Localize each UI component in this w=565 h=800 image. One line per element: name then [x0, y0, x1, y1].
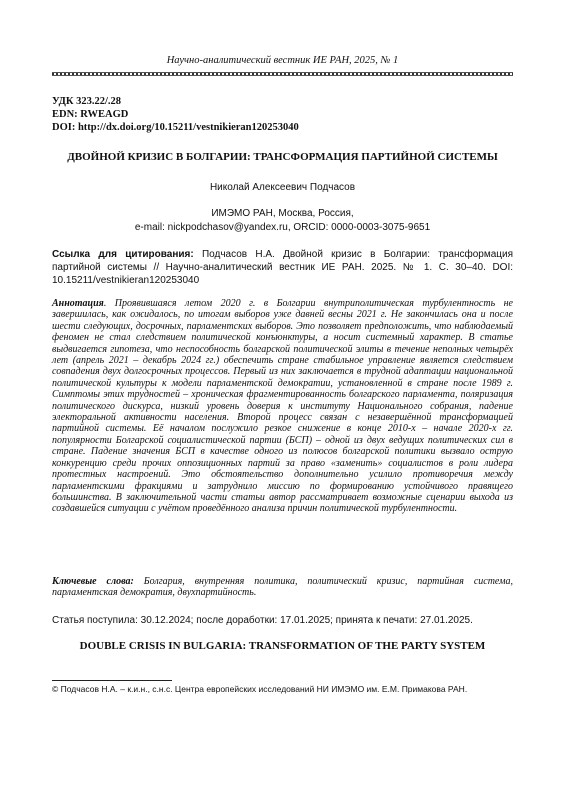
article-meta	[52, 95, 299, 134]
edn-line: EDN: RWEAGD	[52, 109, 129, 120]
article-title-ru: ДВОЙНОЙ КРИЗИС В БОЛГАРИИ: ТРАНСФОРМАЦИЯ ПАРТИЙНОЙ СИСТЕМЫ	[67, 151, 498, 163]
submission-dates: Статья поступила: 30.12.2024; после доработки: 17.01.2025; принята к печати: 27.01.2025.	[52, 615, 473, 626]
author-footnote: © Подчасов Н.А. – к.и.н., с.н.с. Центра европейских исследований НИ ИМЭМО им. Е.М. Примакова РАН.	[52, 684, 468, 694]
footnote-rule	[52, 680, 172, 681]
citation-block	[52, 248, 513, 287]
keywords-block	[52, 576, 513, 599]
abstract-label: Аннотация	[52, 298, 104, 309]
abstract-block	[52, 298, 513, 515]
author-affiliation: ИМЭМО РАН, Москва, Россия,	[211, 208, 354, 219]
citation-text: Подчасов Н.А. Двойной кризис в Болгарии: трансформация партийной системы // Научно-аналитический вестник ИЕ РАН. 2025. № 1. С. 30–40. DOI: 10.15211/vestnikieran120253040	[52, 249, 513, 286]
citation-label: Ссылка для цитирования:	[52, 249, 194, 260]
keywords-label: Ключевые слова:	[52, 576, 134, 587]
article-title-en: DOUBLE CRISIS IN BULGARIA: TRANSFORMATION OF THE PARTY SYSTEM	[79, 640, 486, 652]
header-rule	[52, 72, 513, 76]
journal-header: Научно-аналитический вестник ИЕ РАН, 2025, № 1	[166, 55, 399, 66]
udk-line: УДК 323.22/.28	[52, 96, 122, 107]
abstract-text: . Проявившаяся летом 2020 г. в Болгарии внутриполитическая турбулентность не завершилась, как ожидалось, по итогам выборов уже давней весны 2021 г. Не закончилась она и после шести следующих, досрочных, парламентских выборов. Это позволяет предположить, что наблюдаемый феномен не стал следствием политической конъюнктуры, а носит системный характер. В статье выдвигается гипотеза, что неспособность болгарской политической элиты в течение неполных четырёх лет (апрель 2021 – декабрь 2024 гг.) обеспечить стране стабильное управление является следствием совпадения двух долгосрочных процессов. Первый из них заключается в трудной адаптации национальной политической культуры к модели парламентской демократии, установленной в стране после 1989 г. Симптомы этих трудностей – хроническая фрагментированность болгарского парламента, поляризация политического дискурса, низкий уровень доверия к институту Национального собрания, падение электоральной активности населения. Второй процесс связан с незавершённой трансформацией партийной системы. Её началом послужило резкое снижение в конце 2010-х – начале 2020-х гг. популярности Болгарской социалистической партии (БСП) – одной из двух ведущих политических сил в стране. Падение значения БСП в качестве одного из полюсов болгарской политики вызвало острую конкуренцию среди прочих оппозиционных партий за право «заменить» социалистов в роли лидера протестных настроений. Это обстоятельство дополнительно усилило противоречия между парламентскими фракциями и затруднило миссию по формированию устойчивого правящего большинства. В заключительной части статьи автор рассматривает возможные сценарии выхода из создавшейся ситуации с учётом проведённого анализа причин политической турбулентности.	[52, 298, 513, 515]
author-contacts: e-mail: nickpodchasov@yandex.ru, ORCID: 0000-0003-3075-9651	[134, 222, 431, 233]
author-name: Николай Алексеевич Подчасов	[209, 182, 356, 193]
keywords-text: Болгария, внутренняя политика, политический кризис, партийная система, парламентская демократия, двухпартийность.	[52, 576, 513, 599]
doi-line: DOI: http://dx.doi.org/10.15211/vestnikieran120253040	[52, 122, 299, 133]
